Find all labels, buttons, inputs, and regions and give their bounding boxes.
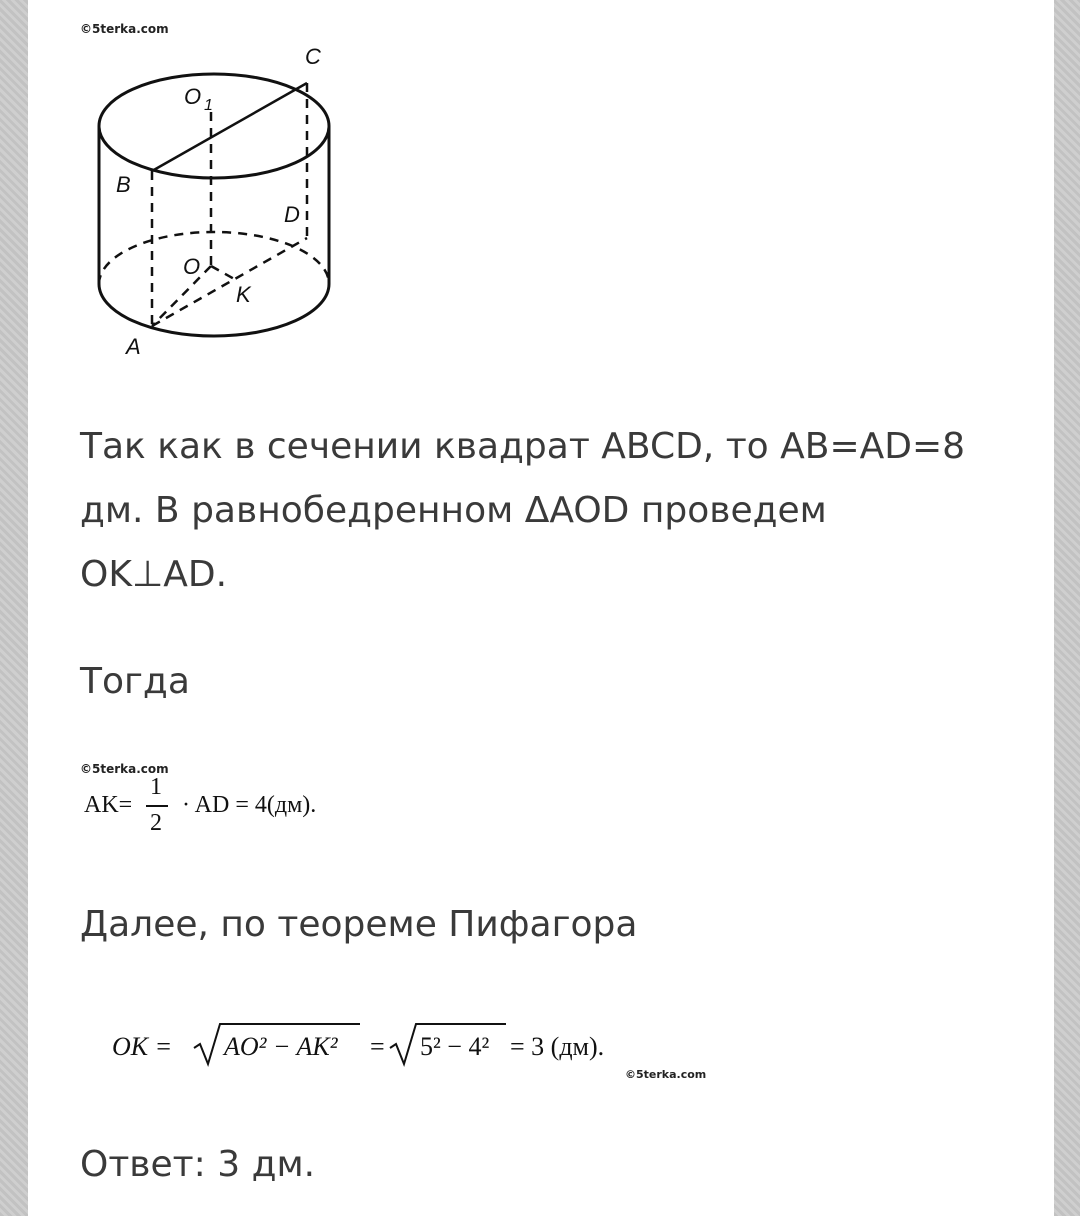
background-left xyxy=(0,0,28,1216)
paragraph-square-section xyxy=(80,415,980,607)
formula-ok xyxy=(80,1006,710,1080)
watermark: ©5terka.com xyxy=(80,762,169,776)
label-o1: O xyxy=(184,84,202,109)
label-o: O xyxy=(183,254,201,279)
label-o1-sub: 1 xyxy=(204,97,213,114)
formula-ak-lhs: AK= xyxy=(84,792,133,818)
fraction-bar xyxy=(146,805,168,807)
formula-ok-lhs: OK = xyxy=(112,1032,173,1061)
cylinder-drawing xyxy=(80,26,350,362)
formula-ok-radicand-1: AO² − AK² xyxy=(224,1032,338,1061)
formula-ak-rest: · AD = 4(дм). xyxy=(182,792,317,818)
radius-oa xyxy=(152,266,211,326)
background-right xyxy=(1054,0,1080,1216)
watermark: ©5terka.com xyxy=(80,22,169,36)
content-sheet xyxy=(28,0,1054,1216)
bottom-back-arc xyxy=(99,232,329,284)
p1-line2: дм. В равнобедренном ΔAOD проведем xyxy=(80,490,827,531)
cylinder-figure xyxy=(80,22,350,362)
watermark: ©5terka.com xyxy=(625,1068,707,1081)
label-b: B xyxy=(116,172,131,197)
formula-ak-denominator: 2 xyxy=(150,810,162,836)
chord-bc xyxy=(152,83,307,171)
paragraph-then: Тогда xyxy=(80,661,190,702)
paragraph-pythagoras: Далее, по теореме Пифагора xyxy=(80,904,638,945)
chord-ad xyxy=(152,238,307,326)
paragraph-answer: Ответ: 3 дм. xyxy=(80,1144,316,1185)
p1-line1: Так как в сечении квадрат ABCD, то AB=AD=8 xyxy=(80,426,966,467)
formula-ok-equals: = xyxy=(370,1032,385,1061)
formula-ak-numerator: 1 xyxy=(150,774,162,800)
label-c: C xyxy=(305,44,321,69)
segment-ok xyxy=(211,266,236,280)
formula-ok-radicand-2: 5² − 4² xyxy=(420,1032,490,1061)
formula-ak xyxy=(80,762,390,840)
p1-line3: OK⊥AD. xyxy=(80,554,228,595)
label-k: K xyxy=(236,282,251,307)
formula-ok-rhs: = 3 (дм). xyxy=(510,1032,605,1061)
label-d: D xyxy=(284,202,300,227)
label-a: A xyxy=(126,334,141,359)
